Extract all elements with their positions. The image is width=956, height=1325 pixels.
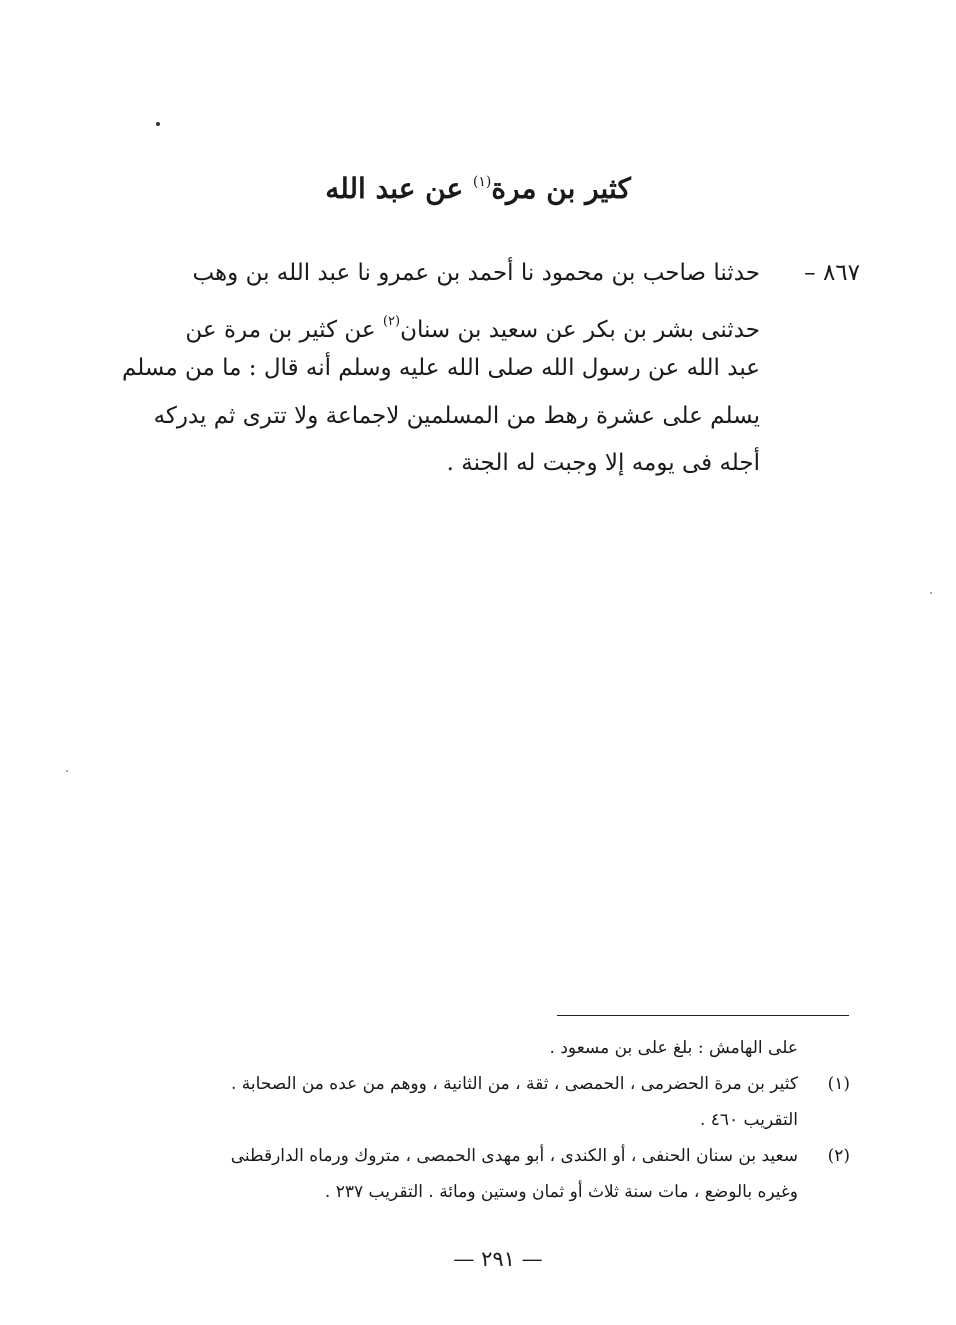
footnote-1 [150,1066,850,1102]
chapter-heading [250,160,706,211]
ink-dot [156,122,160,126]
heading-text-cont: عن عبد الله [325,172,473,205]
footnote-marker: (٢) [827,1146,850,1166]
hadith-line-text-cont: عن كثير بن مرة عن [185,316,383,343]
hadith-number: ٨٦٧ – [804,260,860,286]
footnote-ref-2: (٢) [382,313,401,329]
hadith-line-1 [160,250,860,298]
hadith-text [121,250,860,488]
hadith-line-text: حدثنا صاحب بن محمود نا أحمد بن عمرو نا عبد الله بن وهب [192,260,760,286]
footnote-text: سعيد بن سنان الحنفى ، أو الكندى ، أبو مهدى الحمصى ، متروك ورماه الدارقطنى [230,1146,798,1166]
footnote-ref-1: (١) [472,174,492,190]
hadith-line-text: حدثنى بشر بن بكر عن سعيد بن سنان [400,316,760,343]
hadith-line-5: أجله فى يومه إلا وجبت له الجنة . [446,450,760,476]
hadith-line-3: عبد الله عن رسول الله صلى الله عليه وسلم أنه قال : ما من مسلم [121,355,760,381]
heading-text: كثير بن مرة [491,172,631,205]
hadith-line-4: يسلم على عشرة رهط من المسلمين لاجماعة ولا تترى ثم يدركه [153,402,760,429]
hadith-line-2 [160,298,860,346]
footnote-2 [150,1138,850,1174]
ink-speck [930,592,932,594]
margin-note: على الهامش : بلغ على بن مسعود . [549,1038,798,1058]
footnote-text: كثير بن مرة الحضرمى ، الحمصى ، ثقة ، من الثانية ، ووهم من عده من الصحابة . [231,1074,798,1094]
ink-speck [66,770,68,772]
page-number: — ٢٩١ — [453,1247,543,1271]
footnote-marker: (١) [827,1074,850,1094]
footnotes [150,1030,850,1210]
footnote-2-cont: وغيره بالوضع ، مات سنة ثلاث أو ثمان وستين ومائة . التقريب ٢٣٧ . [324,1182,798,1202]
footnote-separator [557,1015,849,1016]
footnote-1-cont: التقريب ٤٦٠ . [699,1110,798,1130]
